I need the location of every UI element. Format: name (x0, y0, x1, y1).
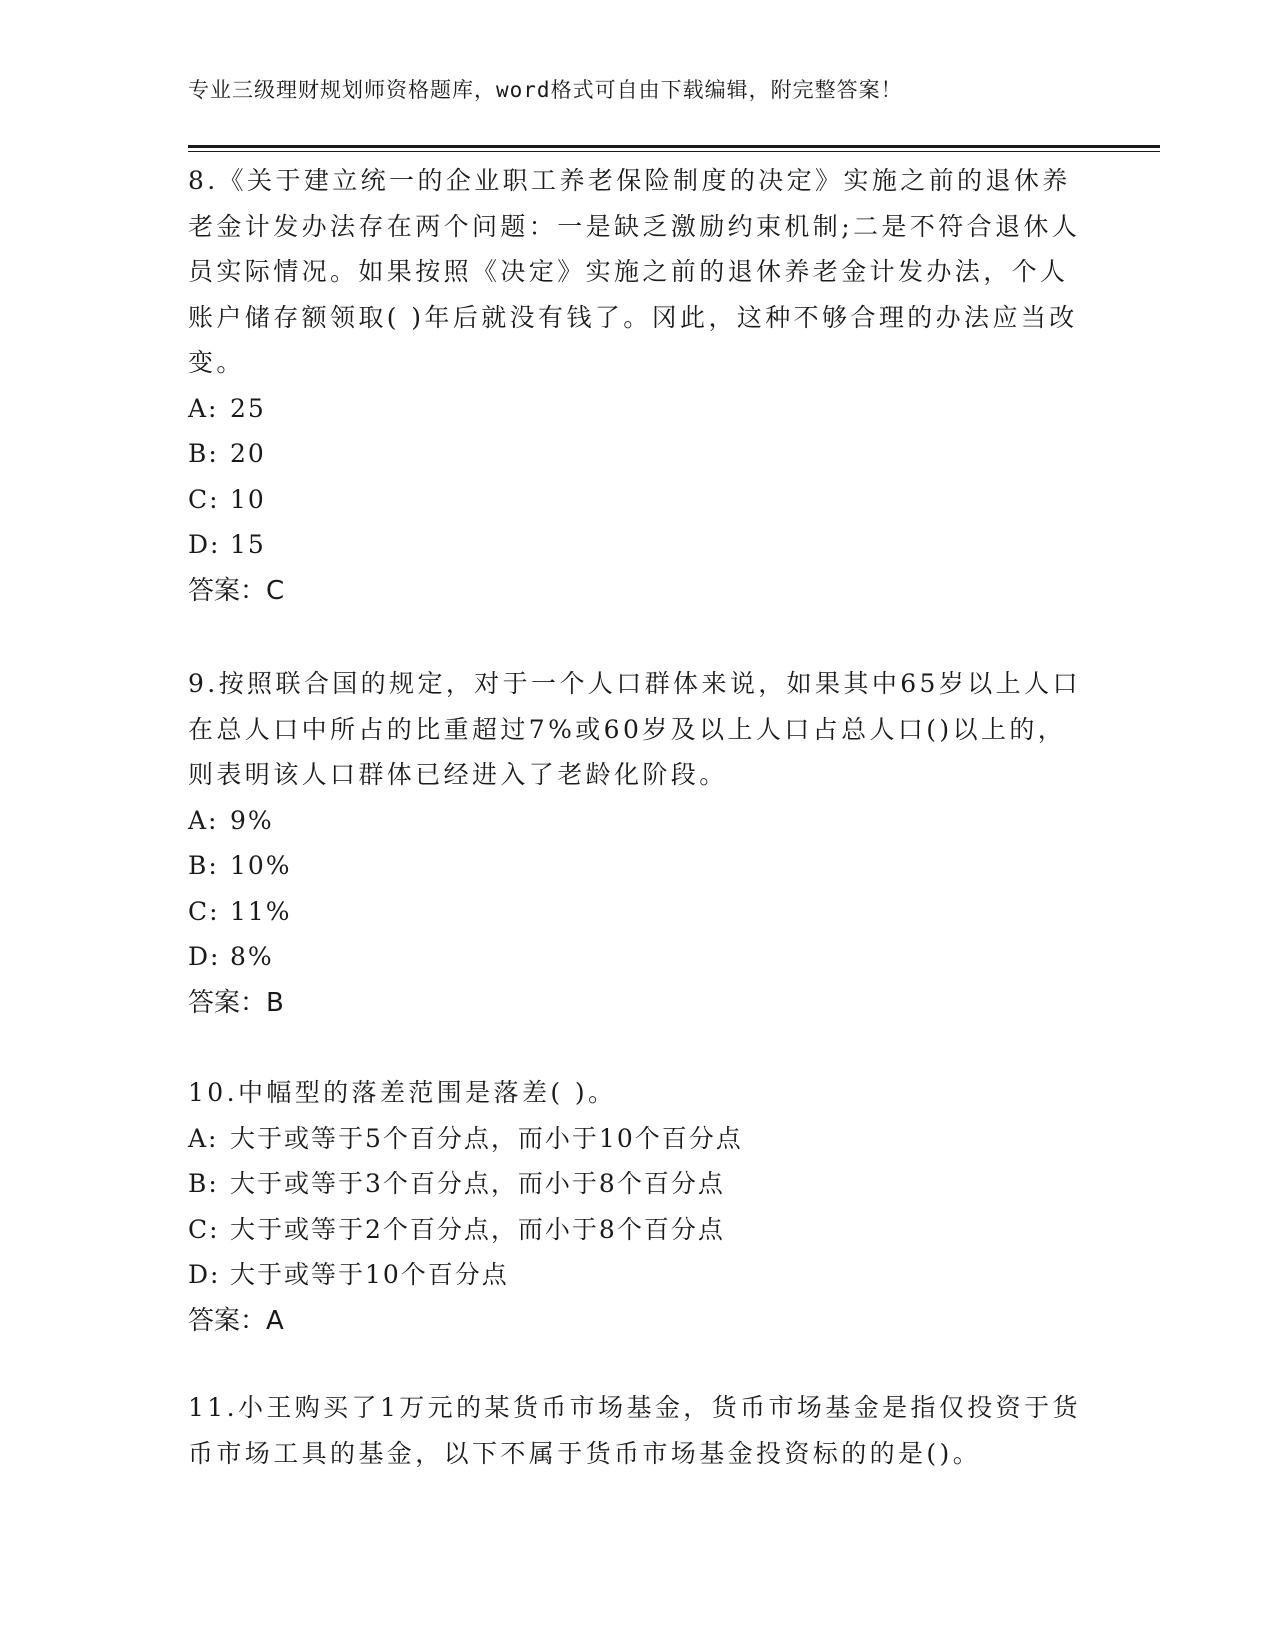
answer-line: 答案：A (188, 1305, 284, 1336)
option-d (188, 522, 1088, 568)
question-9 (188, 661, 1088, 1026)
question-stem: 10.中幅型的落差范围是落差( )。 (188, 1078, 617, 1107)
option-c (188, 889, 1088, 935)
option-text: 10% (230, 851, 292, 880)
option-key: B: (188, 439, 219, 468)
option-c (188, 1207, 1088, 1253)
question-stem: 8.《关于建立统一的企业职工养老保险制度的决定》实施之前的退休养老金计发办法存在两个问题：一是缺乏激励约束机制;二是不符合退休人员实际情况。如果按照《决定》实施之前的退休养老金计发办法，个人账户储存额领取( )年后就没有钱了。冈此，这种不够合理的办法应当改变。 (188, 166, 1081, 377)
option-key: A: (188, 1123, 219, 1153)
header-divider-thick (188, 145, 1160, 148)
question-stem: 11.小王购买了1万元的某货币市场基金，货币市场基金是指仅投资于货币市场工具的基金，以下不属于货币市场基金投资标的的是()。 (188, 1393, 1081, 1468)
option-text: 11% (230, 896, 292, 926)
page-header: 专业三级理财规划师资格题库，word格式可自由下载编辑，附完整答案！ (188, 78, 903, 102)
option-a (188, 1116, 1088, 1162)
option-text: 15 (230, 530, 266, 559)
option-d (188, 934, 1088, 980)
question-10 (188, 1070, 1088, 1344)
option-key: B: (188, 851, 219, 880)
option-key: C: (188, 1214, 220, 1244)
option-key: A: (188, 393, 219, 423)
option-b (188, 431, 1088, 477)
answer-line: 答案：B (188, 987, 284, 1018)
question-8 (188, 158, 1088, 614)
option-text: 大于或等于10个百分点 (230, 1260, 509, 1289)
option-text: 大于或等于5个百分点，而小于10个百分点 (230, 1123, 743, 1153)
option-b (188, 843, 1088, 889)
option-text: 20 (230, 439, 266, 468)
answer-line: 答案：C (188, 575, 285, 606)
option-c (188, 477, 1088, 523)
header-divider-thin (188, 151, 1160, 152)
option-d (188, 1252, 1088, 1298)
option-text: 10 (230, 484, 266, 514)
option-key: D: (188, 1260, 221, 1289)
option-key: B: (188, 1169, 219, 1198)
option-text: 9% (230, 805, 274, 835)
option-key: D: (188, 942, 221, 971)
option-a (188, 798, 1088, 844)
option-text: 8% (230, 942, 274, 971)
option-key: C: (188, 896, 220, 926)
option-b (188, 1161, 1088, 1207)
option-key: C: (188, 484, 220, 514)
option-key: A: (188, 805, 219, 835)
option-text: 大于或等于3个百分点，而小于8个百分点 (230, 1169, 725, 1198)
option-key: D: (188, 530, 221, 559)
question-11 (188, 1385, 1088, 1476)
option-text: 大于或等于2个百分点，而小于8个百分点 (230, 1214, 725, 1244)
option-a (188, 386, 1088, 432)
question-stem: 9.按照联合国的规定，对于一个人口群体来说，如果其中65岁以上人口在总人口中所占的比重超过7%或60岁及以上人口占总人口()以上的，则表明该人口群体已经进入了老龄化阶段。 (188, 669, 1081, 789)
option-text: 25 (230, 393, 266, 423)
